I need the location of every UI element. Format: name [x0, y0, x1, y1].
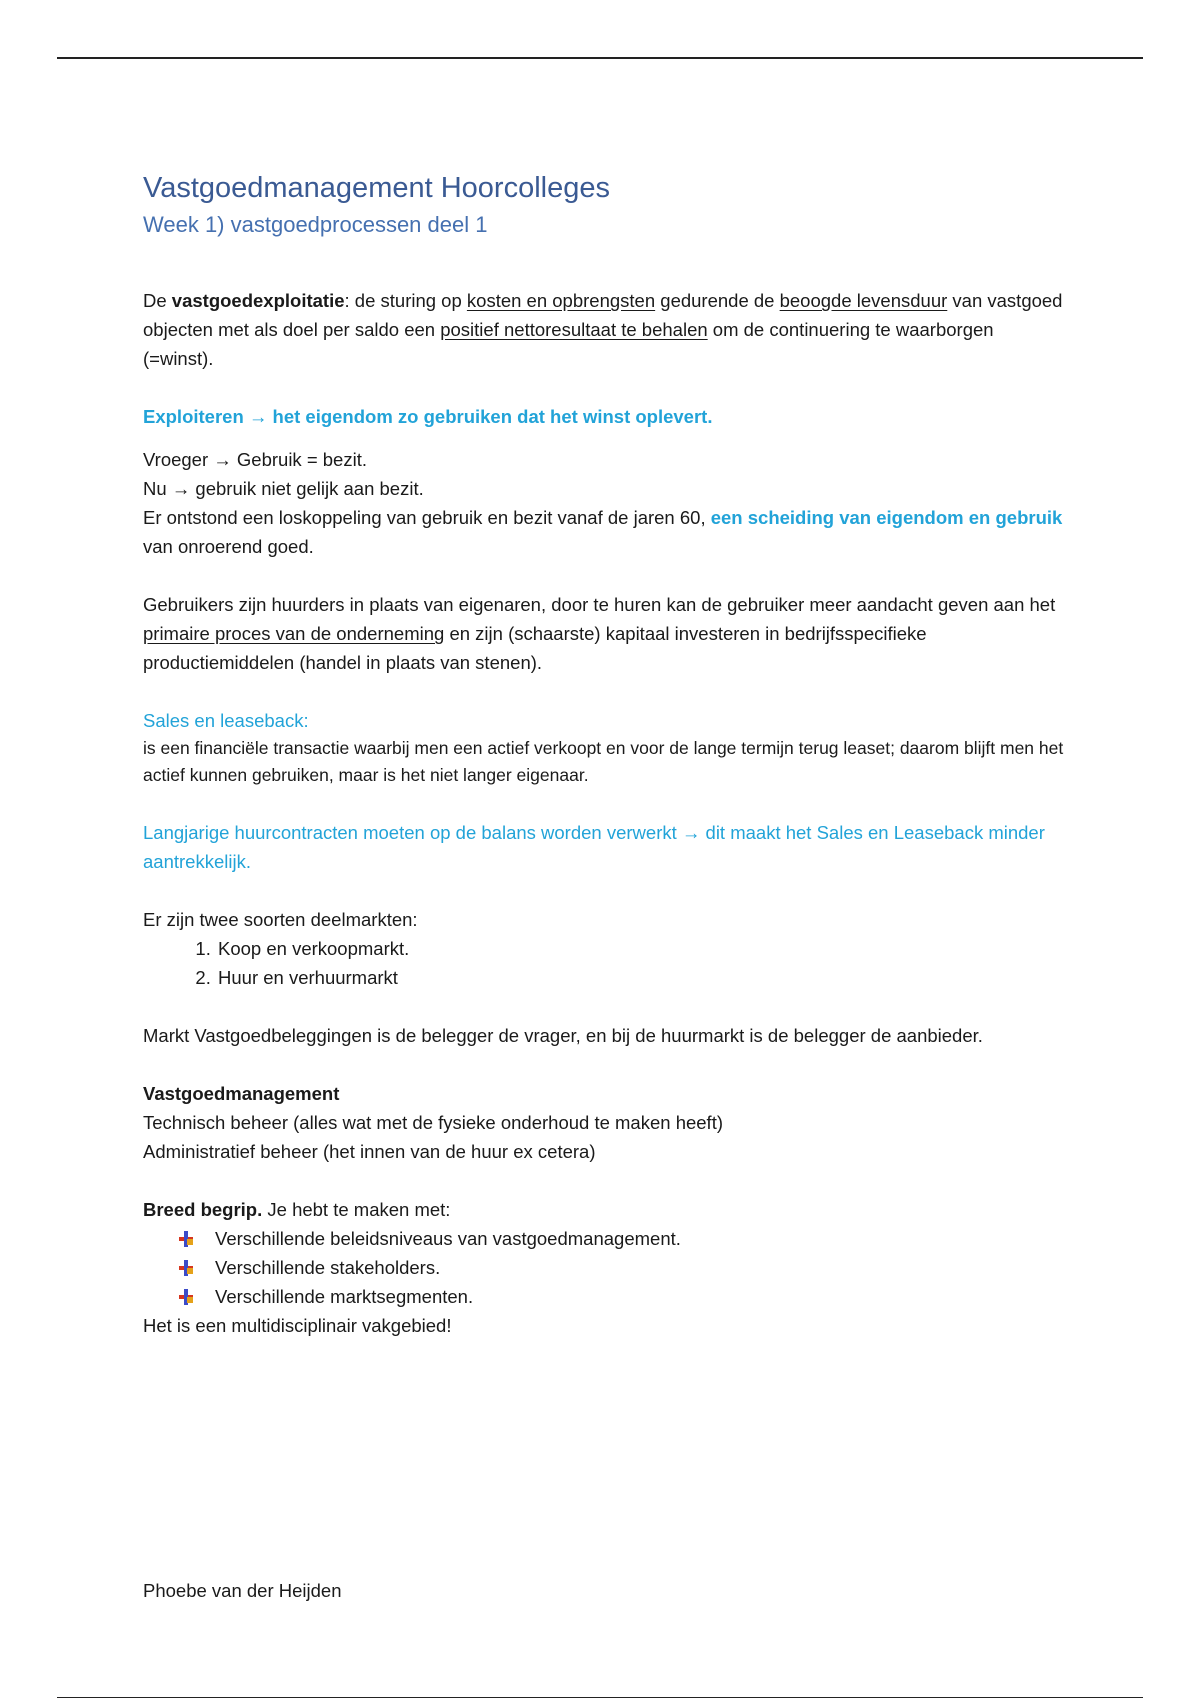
- list-item: 2. Huur en verhuurmarkt: [216, 963, 1068, 992]
- document-title: Vastgoedmanagement Hoorcolleges: [143, 172, 610, 204]
- document-body: [143, 168, 1068, 1340]
- header-rule: [57, 57, 1143, 59]
- markets-intro: Er zijn twee soorten deelmarkten:: [143, 909, 418, 930]
- list-item: Verschillende marktsegmenten.: [179, 1282, 1068, 1311]
- section-heading: Vastgoedmanagement: [143, 1083, 340, 1104]
- breed-begrip-closing: Het is een multidisciplinair vakgebied!: [143, 1315, 452, 1336]
- vastgoedmanagement-section: Vastgoedmanagement Technisch beheer (alles wat met de fysieke onderhoud te maken heeft) Administratief beheer (het innen van de huur ex cetera): [143, 1083, 723, 1162]
- paragraph-beleggingen: Markt Vastgoedbeleggingen is de belegger de vrager, en bij de huurmarkt is de belegger de aanbieder.: [143, 1025, 983, 1046]
- breed-begrip-intro: Breed begrip. Je hebt te maken met:: [143, 1199, 451, 1220]
- paragraph-vroeger-nu: Vroeger → Gebruik = bezit. Nu → gebruik niet gelijk aan bezit. Er ontstond een loskoppeling van gebruik en bezit vanaf de jaren 60, een scheiding van eigendom en gebruik van onroerend goed.: [143, 449, 1063, 557]
- bullet-icon: [179, 1260, 193, 1276]
- markets-list: [143, 934, 1068, 992]
- bullet-icon: [179, 1289, 193, 1305]
- paragraph-exploitatie: De vastgoedexploitatie: de sturing op kosten en opbrengsten gedurende de beoogde levensduur van vastgoed objecten met als doel per saldo een positief nettoresultaat te behalen om de continuering te waarborgen (=winst).: [143, 290, 1063, 369]
- highlight-exploiteren: Exploiteren → het eigendom zo gebruiken dat het winst oplevert.: [143, 406, 713, 427]
- highlight-huurcontracten: Langjarige huurcontracten moeten op de balans worden verwerkt → dit maakt het Sales en Leaseback minder aantrekkelijk.: [143, 822, 1045, 872]
- list-item: Verschillende stakeholders.: [179, 1253, 1068, 1282]
- document-subtitle: Week 1) vastgoedprocessen deel 1: [143, 212, 488, 237]
- bullet-icon: [179, 1231, 193, 1247]
- footer-rule: [57, 1697, 1143, 1698]
- sales-leaseback-heading: Sales en leaseback:: [143, 710, 309, 731]
- list-item: Verschillende beleidsniveaus van vastgoedmanagement.: [179, 1224, 1068, 1253]
- list-item: 1. Koop en verkoopmarkt.: [216, 934, 1068, 963]
- footer-author: Phoebe van der Heijden: [143, 1580, 342, 1601]
- sales-leaseback-text: is een financiële transactie waarbij men een actief verkoopt en voor de lange termijn terug leaset; daarom blijft men het actief kunnen gebruiken, maar is het niet langer eigenaar.: [143, 738, 1064, 785]
- paragraph-gebruikers: Gebruikers zijn huurders in plaats van eigenaren, door te huren kan de gebruiker meer aandacht geven aan het primaire proces van de onderneming en zijn (schaarste) kapitaal investeren in bedrijfsspecifieke productiemiddelen (handel in plaats van stenen).: [143, 594, 1056, 673]
- breed-begrip-list: [143, 1224, 1068, 1311]
